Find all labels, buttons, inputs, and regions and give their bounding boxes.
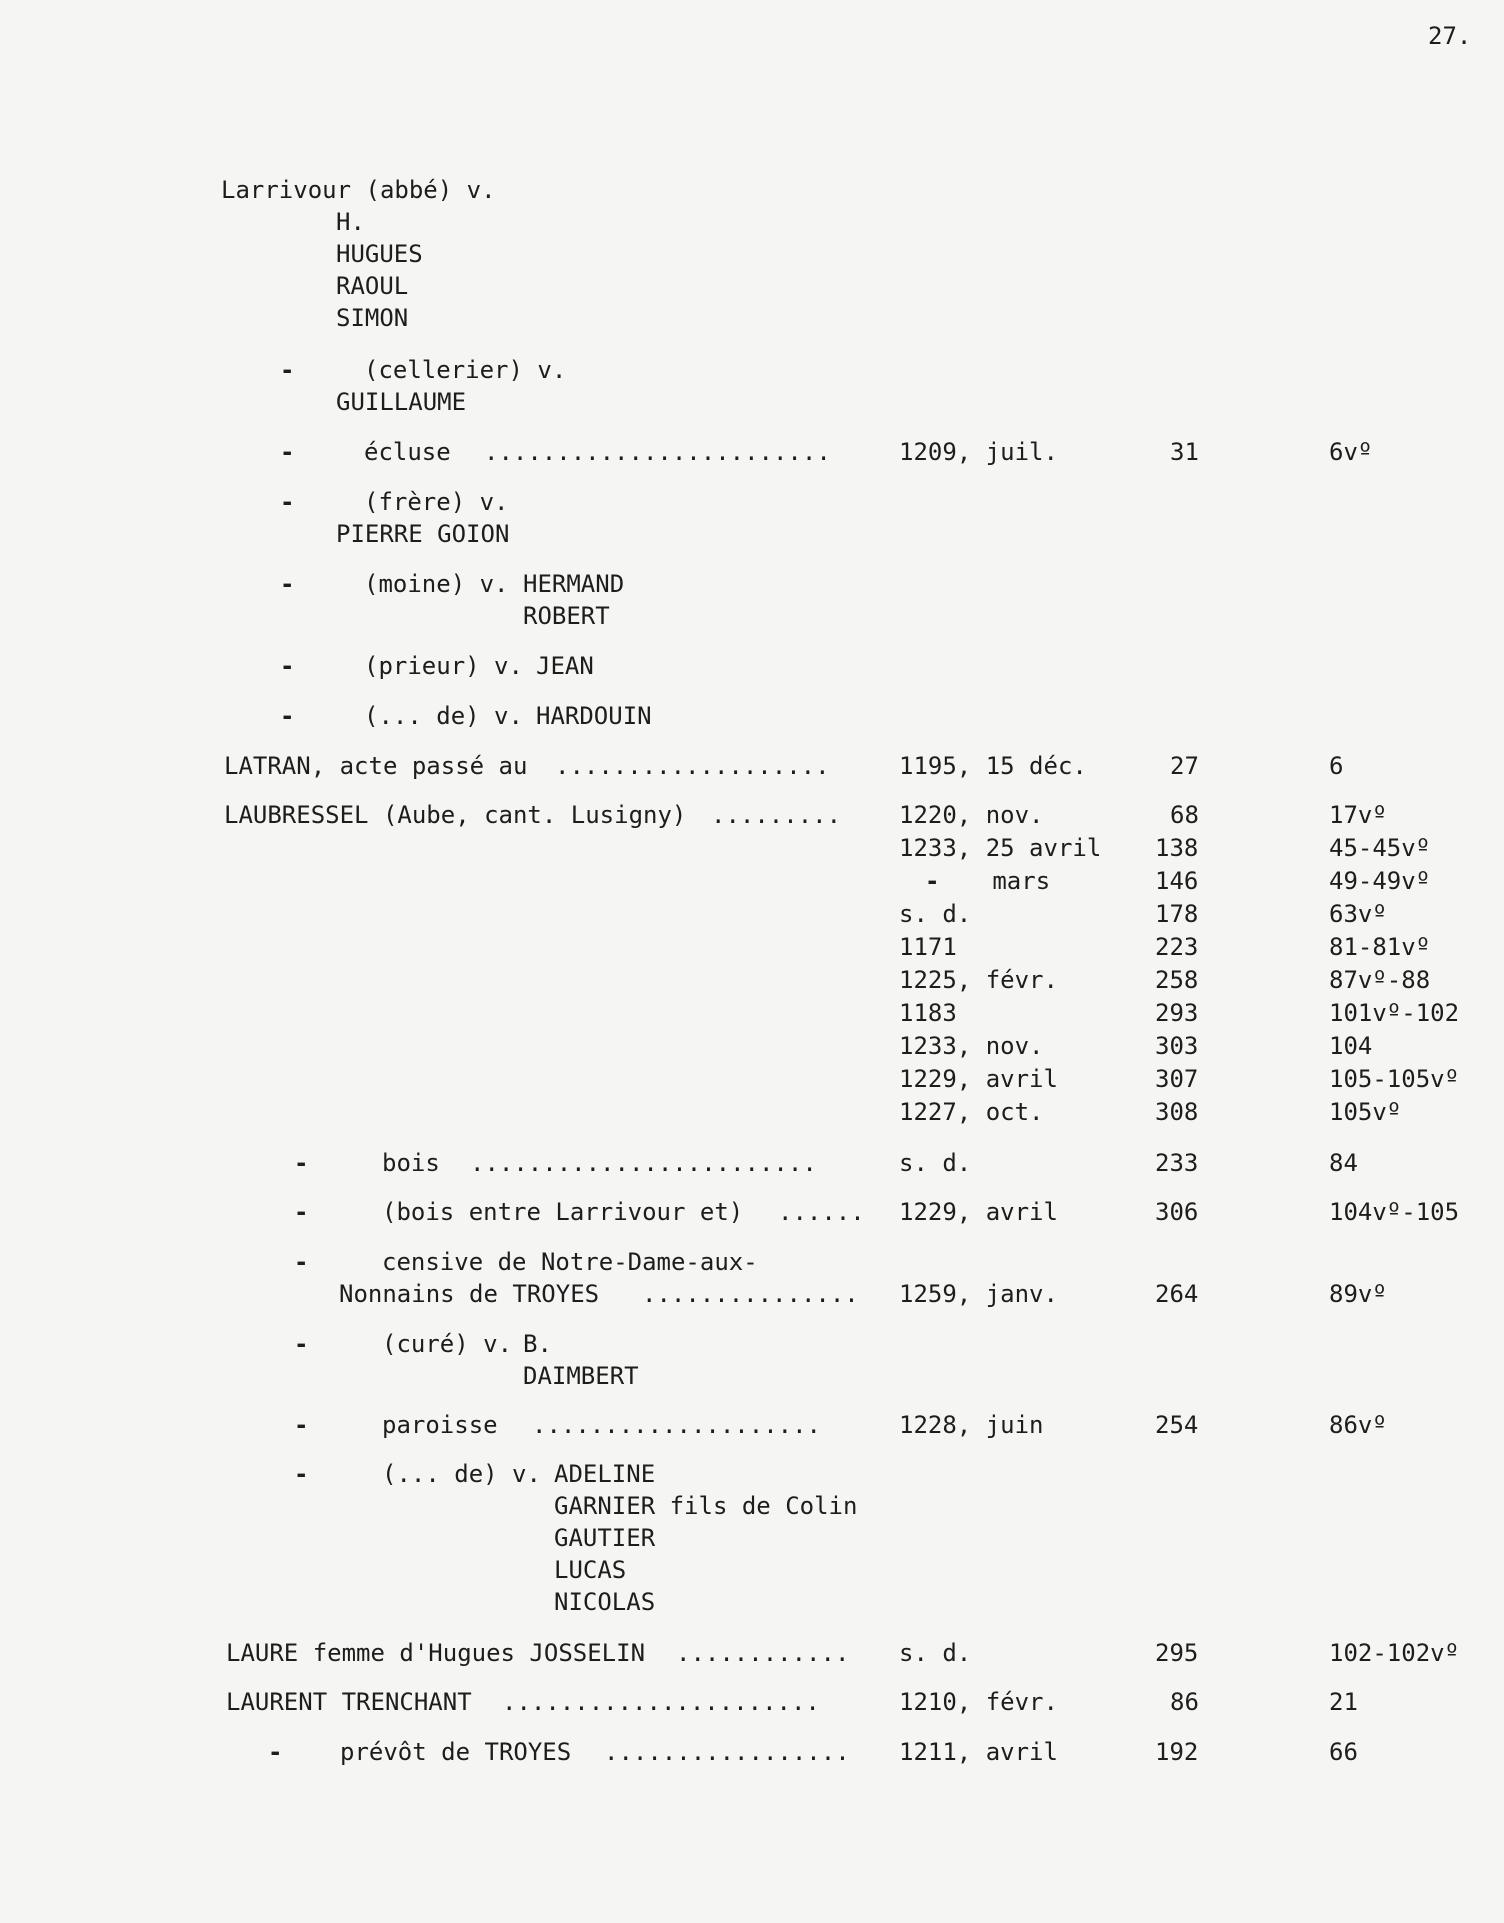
dot-leader: ................. xyxy=(604,1738,850,1766)
sub-entry-label: (... de) v. xyxy=(382,1460,541,1488)
dash-marker: - xyxy=(294,1330,309,1358)
entry-folio: 104 xyxy=(1329,1032,1373,1060)
entry-folio: 66 xyxy=(1329,1738,1358,1766)
dot-leader: ...................... xyxy=(502,1688,820,1716)
page-number: 27. xyxy=(1428,22,1472,50)
entry-heading-latran: LATRAN, acte passé au xyxy=(224,752,528,780)
cross-ref: SIMON xyxy=(336,304,409,332)
entry-date: 1233, nov. xyxy=(899,1032,1044,1060)
cross-ref: JEAN xyxy=(536,652,594,680)
entry-number: 307 xyxy=(1155,1065,1199,1093)
sub-entry-label: bois xyxy=(382,1149,440,1177)
sub-entry-label: paroisse xyxy=(382,1411,498,1439)
cross-ref: ADELINE xyxy=(554,1460,656,1488)
dash-marker: - xyxy=(280,652,295,680)
dash-marker: - xyxy=(280,488,295,516)
cross-ref: ROBERT xyxy=(523,602,610,630)
entry-date: 1225, févr. xyxy=(899,966,1058,994)
cross-ref: H. xyxy=(336,208,365,236)
sub-entry-label: prévôt de TROYES xyxy=(340,1738,572,1766)
entry-number: 31 xyxy=(1170,438,1199,466)
dash-marker: - xyxy=(280,356,295,384)
entry-number: 254 xyxy=(1155,1411,1199,1439)
dash-marker: - xyxy=(294,1198,309,1226)
entry-date: 1211, avril xyxy=(899,1738,1058,1766)
sub-entry-label: (curé) v. xyxy=(382,1330,513,1358)
entry-folio: 63vº xyxy=(1329,900,1387,928)
entry-folio: 105-105vº xyxy=(1329,1065,1460,1093)
entry-folio: 81-81vº xyxy=(1329,933,1431,961)
dash-marker: - xyxy=(294,1460,309,1488)
dot-leader: ................... xyxy=(555,752,830,780)
cross-ref: NICOLAS xyxy=(554,1588,656,1616)
dot-leader: ............ xyxy=(676,1639,850,1667)
entry-folio: 49-49vº xyxy=(1329,867,1431,895)
entry-date: 1171 xyxy=(899,933,957,961)
entry-number: 306 xyxy=(1155,1198,1199,1226)
entry-number: 178 xyxy=(1155,900,1199,928)
entry-date: s. d. xyxy=(899,900,972,928)
cross-ref: DAIMBERT xyxy=(523,1362,639,1390)
entry-date: 1210, févr. xyxy=(899,1688,1058,1716)
entry-date: s. d. xyxy=(899,1639,972,1667)
entry-folio: 87vº-88 xyxy=(1329,966,1431,994)
entry-folio: 89vº xyxy=(1329,1280,1387,1308)
sub-entry-label: écluse xyxy=(364,438,451,466)
entry-number: 264 xyxy=(1155,1280,1199,1308)
cross-ref: HUGUES xyxy=(336,240,423,268)
entry-folio: 84 xyxy=(1329,1149,1358,1177)
dot-leader: ......... xyxy=(711,801,842,829)
entry-heading-larrivour: Larrivour (abbé) v. xyxy=(221,176,496,204)
entry-number: 293 xyxy=(1155,999,1199,1027)
entry-folio: 104vº-105 xyxy=(1329,1198,1460,1226)
dash-marker: - xyxy=(294,1248,309,1276)
dash-marker: - xyxy=(280,570,295,598)
entry-heading-laubressel: LAUBRESSEL (Aube, cant. Lusigny) xyxy=(224,801,687,829)
sub-entry-label: (... de) v. xyxy=(364,702,523,730)
entry-number: 86 xyxy=(1170,1688,1199,1716)
entry-folio: 6 xyxy=(1329,752,1344,780)
entry-folio: 86vº xyxy=(1329,1411,1387,1439)
entry-date: 1183 xyxy=(899,999,957,1027)
cross-ref: HERMAND xyxy=(523,570,625,598)
entry-number: 68 xyxy=(1170,801,1199,829)
entry-date: mars xyxy=(949,867,1051,895)
entry-number: 27 xyxy=(1170,752,1199,780)
cross-ref: B. xyxy=(523,1330,552,1358)
sub-entry-label: Nonnains de TROYES xyxy=(339,1280,600,1308)
cross-ref: HARDOUIN xyxy=(536,702,652,730)
entry-folio: 101vº-102 xyxy=(1329,999,1460,1027)
entry-number: 308 xyxy=(1155,1098,1199,1126)
sub-entry-label: (moine) v. xyxy=(364,570,509,598)
sub-entry-label: (bois entre Larrivour et) xyxy=(382,1198,744,1226)
sub-entry-label: (frère) v. xyxy=(364,488,509,516)
dot-leader: .................... xyxy=(532,1411,821,1439)
entry-date: 1227, oct. xyxy=(899,1098,1044,1126)
entry-folio: 105vº xyxy=(1329,1098,1402,1126)
entry-date: s. d. xyxy=(899,1149,972,1177)
entry-heading-laurent: LAURENT TRENCHANT xyxy=(226,1688,472,1716)
entry-number: 295 xyxy=(1155,1639,1199,1667)
entry-number: 192 xyxy=(1155,1738,1199,1766)
entry-date: 1220, nov. xyxy=(899,801,1044,829)
entry-number: 138 xyxy=(1155,834,1199,862)
entry-date: 1195, 15 déc. xyxy=(899,752,1087,780)
entry-number: 258 xyxy=(1155,966,1199,994)
cross-ref: PIERRE GOION xyxy=(336,520,510,548)
sub-entry-label: censive de Notre-Dame-aux- xyxy=(382,1248,758,1276)
cross-ref: RAOUL xyxy=(336,272,409,300)
dash-marker: - xyxy=(280,702,295,730)
entry-number: 146 xyxy=(1155,867,1199,895)
sub-entry-label: (prieur) v. xyxy=(364,652,523,680)
entry-date: 1229, avril xyxy=(899,1065,1058,1093)
entry-number: 233 xyxy=(1155,1149,1199,1177)
dash-marker: - xyxy=(294,1149,309,1177)
entry-folio: 6vº xyxy=(1329,438,1373,466)
entry-date: 1259, janv. xyxy=(899,1280,1058,1308)
dash-marker: - xyxy=(268,1738,283,1766)
entry-date: 1229, avril xyxy=(899,1198,1058,1226)
entry-folio: 17vº xyxy=(1329,801,1387,829)
entry-date: 1233, 25 avril xyxy=(899,834,1102,862)
cross-ref: GAUTIER xyxy=(554,1524,656,1552)
entry-date: 1228, juin xyxy=(899,1411,1044,1439)
dash-marker: - xyxy=(294,1411,309,1439)
entry-folio: 45-45vº xyxy=(1329,834,1431,862)
dot-leader: ...... xyxy=(778,1198,865,1226)
dot-leader: ........................ xyxy=(484,438,831,466)
cross-ref: GUILLAUME xyxy=(336,388,467,416)
cross-ref: GARNIER fils de Colin xyxy=(554,1492,858,1520)
cross-ref: LUCAS xyxy=(554,1556,627,1584)
sub-entry-label: (cellerier) v. xyxy=(364,356,567,384)
dot-leader: ........................ xyxy=(470,1149,817,1177)
dot-leader: ............... xyxy=(642,1280,859,1308)
entry-number: 223 xyxy=(1155,933,1199,961)
entry-folio: 21 xyxy=(1329,1688,1358,1716)
dash-marker: - xyxy=(925,867,940,895)
entry-number: 303 xyxy=(1155,1032,1199,1060)
entry-folio: 102-102vº xyxy=(1329,1639,1460,1667)
entry-heading-laure: LAURE femme d'Hugues JOSSELIN xyxy=(226,1639,646,1667)
entry-date: 1209, juil. xyxy=(899,438,1058,466)
dash-marker: - xyxy=(280,438,295,466)
